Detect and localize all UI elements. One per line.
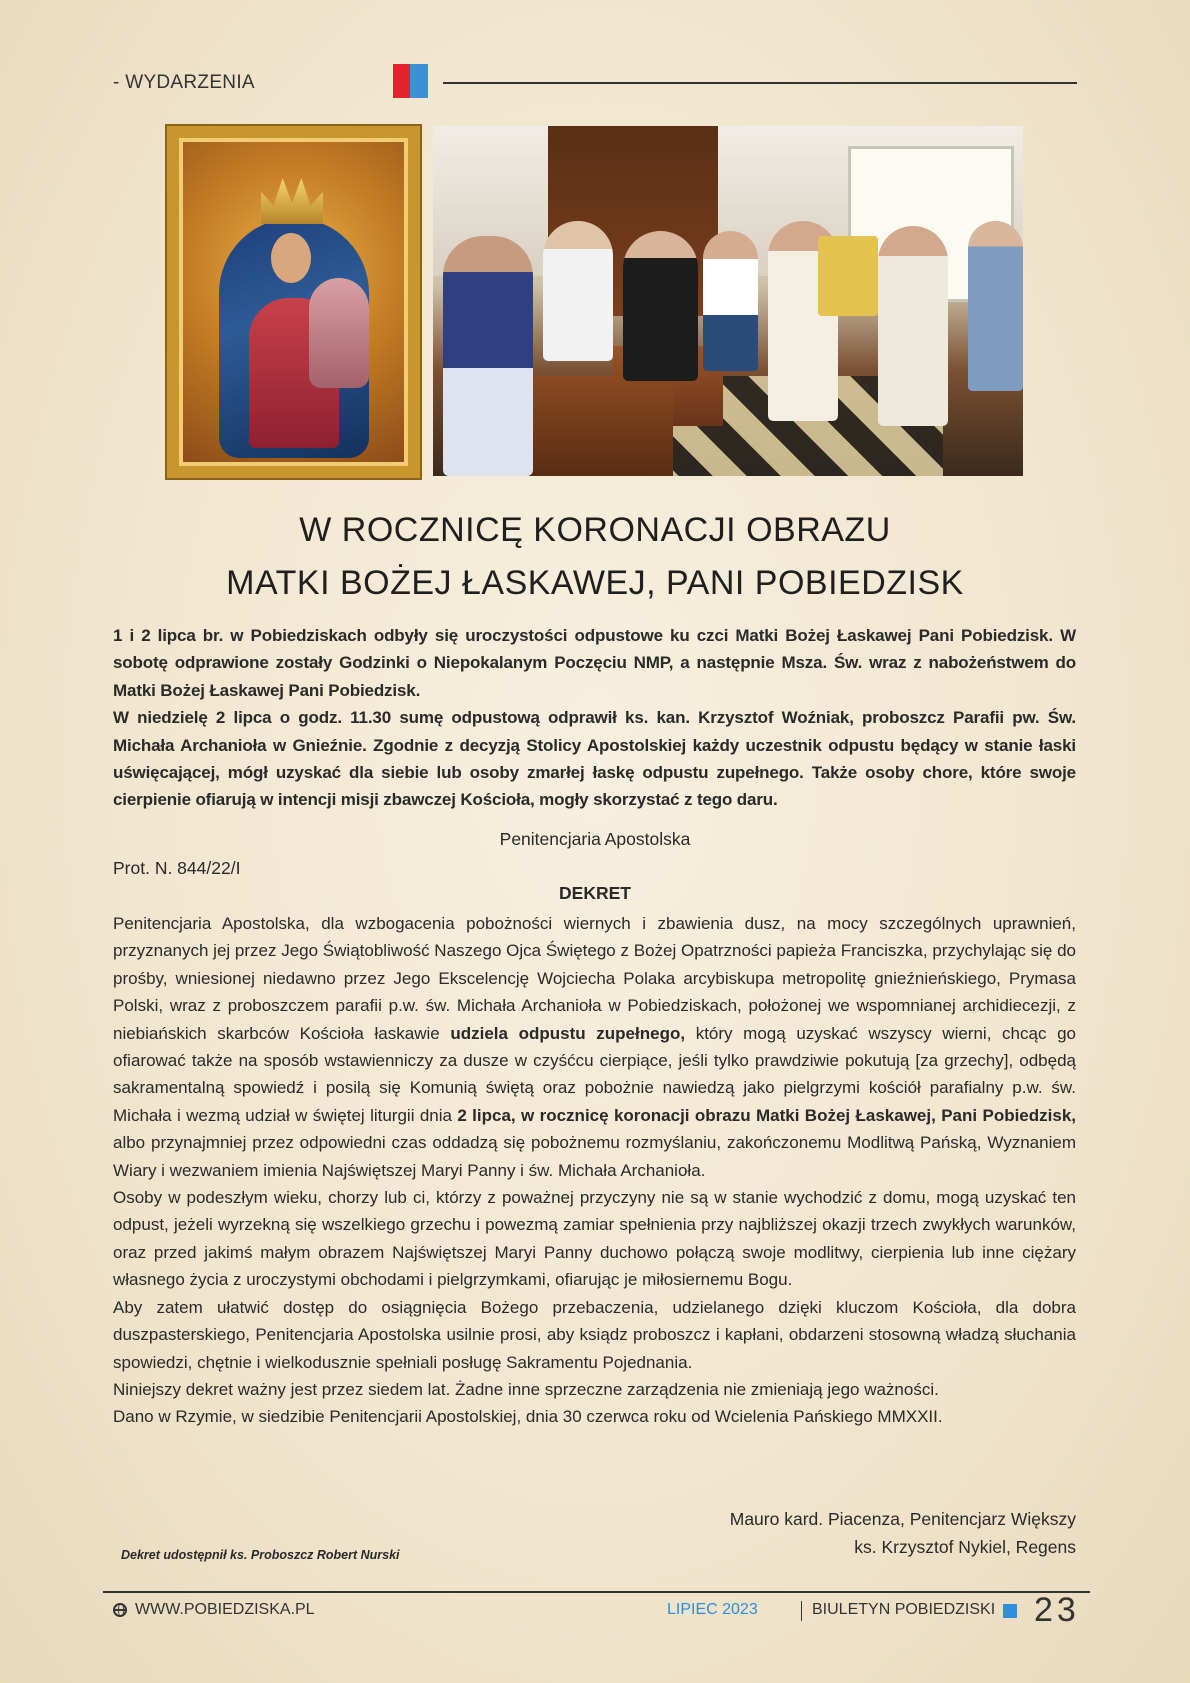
footer-issue-date: LIPIEC 2023 [667, 1601, 758, 1618]
signature-regent: ks. Krzysztof Nykiel, Regens [854, 1537, 1076, 1557]
decree-credit: Dekret udostępnił ks. Proboszcz Robert Nurski [121, 1548, 400, 1562]
signature-penitentiary: Mauro kard. Piacenza, Penitencjarz Większy [729, 1509, 1076, 1529]
footer-website[interactable] [113, 1601, 315, 1619]
flag-accent [393, 64, 428, 98]
article-title-line2: MATKI BOŻEJ ŁASKAWEJ, PANI POBIEDZISK [226, 564, 964, 602]
lead-paragraph-1: 1 i 2 lipca br. w Pobiedziskach odbyły się uroczystości odpustowe ku czci Matki Bożej Łaskawej Pani Pobiedzisk. W sobotę odprawione zostały Godzinki o Niepokalanym Poczęciu NMP, a następnie Msza. Św. wraz z nabożeństwem do Matki Bożej Łaskawej Pani Pobiedzisk. [113, 626, 1076, 700]
footer-separator [801, 1601, 802, 1621]
lead-paragraph-2: W niedzielę 2 lipca o godz. 11.30 sumę odpustową odprawił ks. kan. Krzysztof Woźniak, proboszcz Parafii pw. Św. Michała Archanioła w Gnieźnie. Zgodnie z decyzją Stolicy Apostolskiej każdy uczestnik odpustu będący w stanie łaski uświęcającej, mógł uzyskać dla siebie lub osoby zmarłej łaskę odpustu zupełnego. Także osoby chore, które swoje cierpienie ofiarują w intencji misji zbawczej Kościoła, mogły skorzystać z tego daru. [113, 708, 1076, 810]
church-photo [433, 126, 1023, 476]
globe-icon [113, 1603, 127, 1617]
madonna-icon-image [167, 126, 420, 478]
footer-rule [103, 1591, 1090, 1593]
header-rule [443, 82, 1077, 84]
article-title-line1: W ROCZNICĘ KORONACJI OBRAZU [299, 511, 891, 549]
footer-publication-name: BIULETYN POBIEDZISKI [812, 1601, 996, 1618]
decree-paragraph-3: Aby zatem ułatwić dostęp do osiągnięcia Bożego przebaczenia, udzielanego dzięki kluczom Kościoła, dla dobra duszpasterskiego, Penitencjaria Apostolska usilnie prosi, aby ksiądz proboszcz i kapłani, obdarzeni stosowną władzą słuchania spowiedzi, chętnie i wielkodusznie spełniali posługę Sakramentu Pojednania. [113, 1297, 1076, 1372]
decree-paragraph-1: Penitencjaria Apostolska, dla wzbogacenia pobożności wiernych i zbawienia dusz, na mocy szczególnych uprawnień, przyznanych jej przez Jego Świątobliwość Naszego Ojca Świętego z Bożej Opatrzności papieża Franciszka, przychylając się do prośby, wniesionej niedawno przez Jego Ekscelencję Wojciecha Polaka arcybiskupa metropolitę gnieźnieńskiego, Prymasa Polski, wraz z proboszczem parafii p.w. św. Michała Archanioła w Pobiedziskach, położonej we wspomnianej archidiecezji, z niebiańskich skarbców Kościoła łaskawie udziela odpustu zupełnego, który mogą uzyskać wszyscy wierni, chcąc go ofiarować także na sposób wstawienniczy za dusze w czyśćcu cierpiące, jeśli tylko prawdziwie pokutują [za grzechy], odbędą sakramentalną spowiedź i posilą się Komunią świętą oraz pobożnie nawiedzą jako pielgrzymi kościół parafialny p.w. św. Michała i wezmą udział w świętej liturgii dnia 2 lipca, w rocznicę koronacji obrazu Matki Bożej Łaskawej, Pani Pobiedzisk, albo przynajmniej przez odpowiedni czas oddadzą się pobożnemu rozmyślaniu, zakończonemu Modlitwą Pańską, Wyznaniem Wiary i wezwaniem imienia Najświętszej Maryi Panny i św. Michała Archanioła. [113, 914, 1077, 1180]
decree-paragraph-5: Dano w Rzymie, w siedzibie Penitencjarii Apostolskiej, dnia 30 czerwca roku od Wcielenia Pańskiego MMXXII. [113, 1407, 943, 1427]
decree-body [113, 910, 1076, 1431]
square-icon [1003, 1604, 1017, 1618]
section-label: - WYDARZENIA [113, 72, 255, 93]
institution-heading: Penitencjaria Apostolska [499, 829, 691, 849]
footer-website-text[interactable]: WWW.POBIEDZISKA.PL [135, 1601, 315, 1618]
page-number: 23 [1034, 1591, 1080, 1629]
dekret-heading: DEKRET [559, 883, 631, 903]
article-lead [113, 622, 1076, 814]
decree-paragraph-2: Osoby w podeszłym wieku, chorzy lub ci, którzy z poważnej przyczyny nie są w stanie wychodzić z domu, mogą uzyskać ten odpust, jeżeli wyrzekną się wszelkiego grzechu i powezmą zamiar spełnienia przy najbliższej okazji trzech zwykłych warunków, oraz przed jakimś małym obrazem Najświętszej Maryi Panny duchowo połączą swoje modlitwy, cierpienia lub inne ciężary własnego życia z uroczystymi obchodami i pielgrzymkami, ofiarując je miłosiernemu Bogu. [113, 1188, 1076, 1290]
protocol-number: Prot. N. 844/22/I [113, 858, 241, 878]
decree-paragraph-4: Niniejszy dekret ważny jest przez siedem lat. Żadne inne sprzeczne zarządzenia nie zmieniają jego ważności. [113, 1379, 939, 1399]
